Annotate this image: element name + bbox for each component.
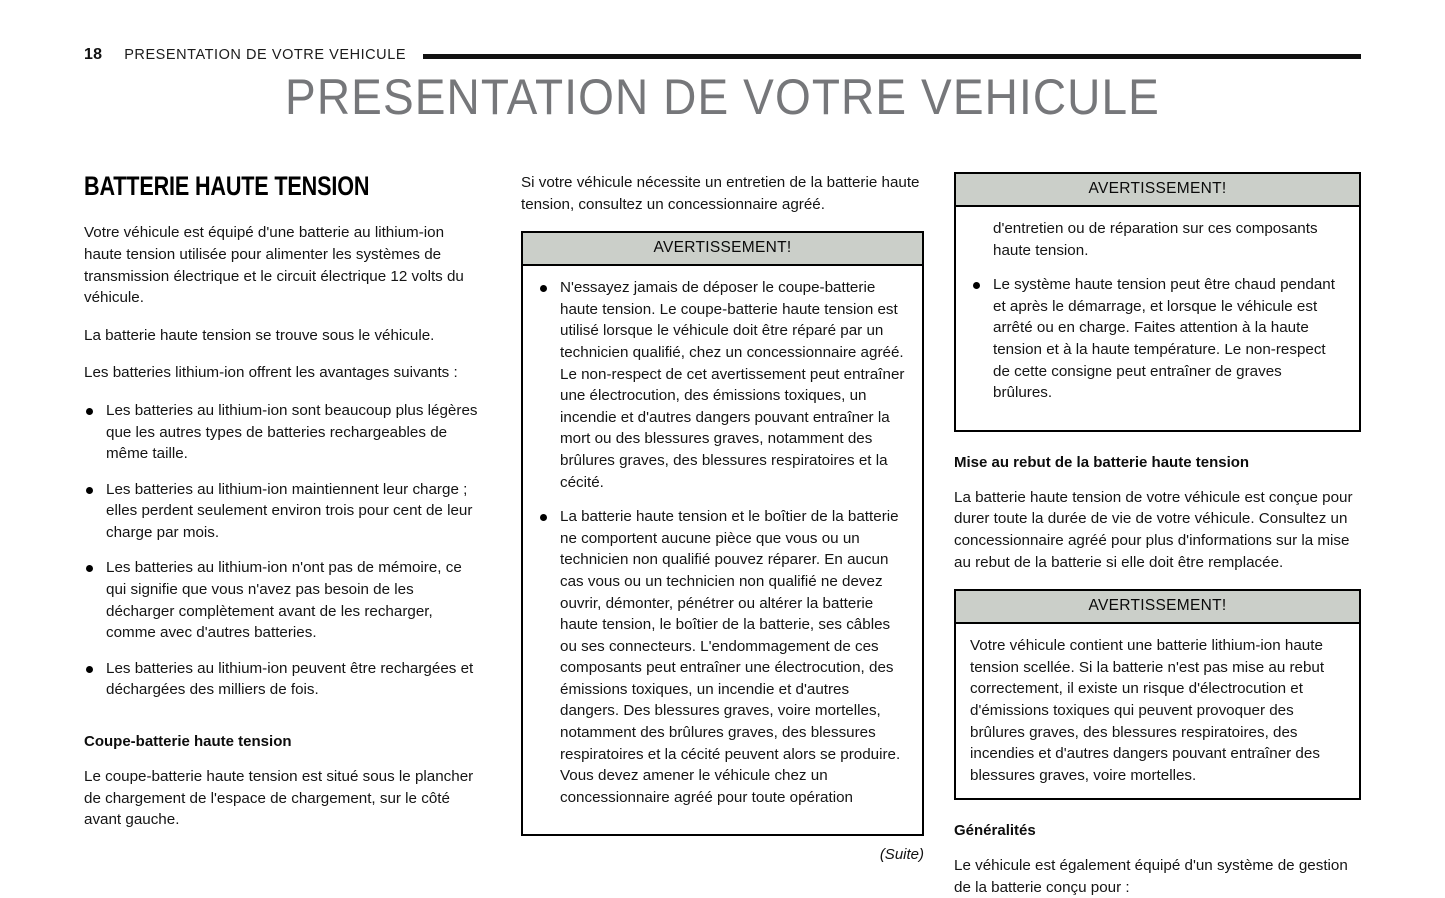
list-item: [84, 400, 481, 465]
header-chapter-name: PRESENTATION DE VOTRE VEHICULE: [124, 46, 407, 63]
paragraph-general: Le véhicule est également équipé d'un système de gestion de la batterie conçu pour :: [954, 857, 1348, 896]
running-header: [84, 44, 1361, 66]
list-item-text: N'essayez jamais de déposer le coupe-batterie haute tension. Le coupe-batterie haute tension est utilisé lorsque le véhicule doit être réparé par un technicien qualifié, chez un concessionnaire agréé. Le non-respect de cet avertissement peut entraîner une électrocution, des émissions toxiques, un incendie et d'autres dangers pouvant entraîner la mort ou des blessures graves, notamment des brûlures graves, des blessures respiratoires et la cécité.: [560, 279, 905, 491]
list-item-text: Les batteries au lithium-ion peuvent être rechargées et déchargées des milliers de fois.: [106, 659, 474, 699]
three-column-body: [84, 171, 1361, 896]
warning-box-primary: [521, 231, 924, 836]
warning-title: AVERTISSEMENT!: [956, 174, 1359, 207]
page-number: 18: [84, 46, 103, 63]
paragraph-intro-3: Les batteries lithium-ion offrent les avantages suivants :: [84, 364, 458, 382]
warning-title: AVERTISSEMENT!: [523, 233, 922, 266]
warning-body: [956, 207, 1359, 430]
list-item-text: Les batteries au lithium-ion n'ont pas de mémoire, ce qui signifie que vous n'avez pas besoin de les décharger complètement avant de les recharger, comme avec d'autres batteries.: [106, 559, 462, 642]
list-item-text: Les batteries au lithium-ion sont beaucoup plus légères que les autres types de batteries rechargeables de même taille.: [106, 401, 478, 463]
page-title: PRESENTATION DE VOTRE VEHICULE: [285, 69, 1160, 125]
column-right: [954, 172, 1361, 896]
list-item: [537, 506, 908, 808]
subheading-disposal: Mise au rebut de la batterie haute tension: [954, 453, 1250, 471]
list-item: [84, 479, 481, 544]
column-left: [84, 172, 481, 852]
warning-continuation-text: d'entretien ou de réparation sur ces composants haute tension.: [993, 220, 1318, 259]
warning-box-continued: [954, 172, 1361, 432]
list-item: [537, 277, 908, 493]
warning-title: AVERTISSEMENT!: [956, 591, 1359, 624]
column-middle: [521, 172, 924, 864]
continued-label: (Suite): [879, 846, 924, 864]
list-item: [970, 274, 1345, 404]
list-item: [84, 658, 481, 701]
warning-text: Votre véhicule contient une batterie lithium-ion haute tension scellée. Si la batterie n'est pas mise au rebut correctement, il existe un risque d'électrocution et d'émissions toxiques qui peuvent provoquer des brûlures graves, des blessures respiratoires, des incendies et d'autres dangers pouvant entraîner des blessures graves, voire mortelles.: [970, 637, 1325, 784]
warning-box-disposal: [954, 589, 1361, 800]
bullet-dot-icon: [540, 285, 547, 292]
bullet-dot-icon: [86, 565, 93, 572]
advantages-bullet-list: [84, 400, 481, 701]
paragraph-intro-2: La batterie haute tension se trouve sous le véhicule.: [84, 326, 435, 344]
section-title-battery: BATTERIE HAUTE TENSION: [84, 171, 370, 201]
subheading-disconnect: Coupe-batterie haute tension: [84, 733, 292, 751]
list-item-text: Le système haute tension peut être chaud pendant et après le démarrage, et lorsque le véhicule est arrêté ou en charge. Faites attention à la haute tension et à la haute température. Le non-respect de cette consigne peut entraîner de graves brûlures.: [993, 276, 1335, 402]
bullet-dot-icon: [540, 514, 547, 521]
warning-bullet-list: [970, 274, 1345, 404]
list-item-text: La batterie haute tension et le boîtier de la batterie ne comportent aucune pièce que vous ou un technicien non qualifié pouvez réparer. En aucun cas vous ou un technicien non qualifié ne devez ouvrir, démonter, pénétrer ou altérer la batterie haute tension, le boîtier de la batterie, ses câbles ou ses connecteurs. L'endommagement de ces composants peut entraîner une électrocution, des émissions toxiques, un incendie et d'autres dangers. Des blessures graves, voire mortelles, notamment des brûlures graves, des blessures respiratoires et la cécité peuvent alors se produire. Vous devez amener le véhicule chez un concessionnaire agréé pour toute opération: [560, 508, 901, 806]
warning-bullet-list: [537, 277, 908, 808]
list-item-text: Les batteries au lithium-ion maintiennent leur charge ; elles perdent seulement environ trois pour cent de leur charge par mois.: [106, 480, 473, 541]
paragraph-service-note: Si votre véhicule nécessite un entretien de la batterie haute tension, consultez un concessionnaire agréé.: [521, 174, 920, 213]
paragraph-intro-1: Votre véhicule est équipé d'une batterie au lithium-ion haute tension utilisée pour alimenter les systèmes de transmission électrique et le circuit électrique 12 volts du véhicule.: [84, 224, 464, 307]
paragraph-disconnect: Le coupe-batterie haute tension est situé sous le plancher de chargement de l'espace de chargement, sur le côté avant gauche.: [84, 768, 474, 829]
bullet-dot-icon: [973, 282, 980, 289]
subheading-general: Généralités: [954, 822, 1036, 840]
bullet-dot-icon: [86, 666, 93, 673]
paragraph-disposal: La batterie haute tension de votre véhicule est conçue pour durer toute la durée de vie de votre véhicule. Consultez un concessionnaire agréé pour plus d'informations sur la mise au rebut de la batterie si elle doit être remplacée.: [954, 488, 1353, 571]
warning-body: [956, 624, 1359, 798]
bullet-dot-icon: [86, 487, 93, 494]
bullet-dot-icon: [86, 408, 93, 415]
header-rule-line: [423, 54, 1361, 59]
warning-body: [523, 266, 922, 834]
list-item: [84, 557, 481, 643]
